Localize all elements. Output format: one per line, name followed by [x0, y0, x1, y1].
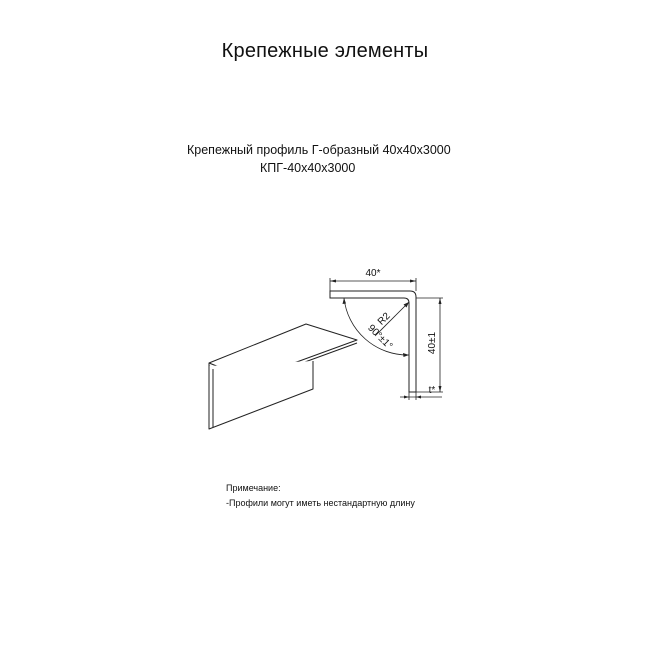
product-code: КПГ-40х40х3000 [260, 161, 356, 175]
profile-3d-view [209, 324, 357, 429]
angle-dimension-label: 90°±1° [365, 322, 395, 352]
note-text: -Профили могут иметь нестандартную длину [226, 498, 415, 508]
product-name: Крепежный профиль Г-образный 40х40х3000 [187, 143, 451, 157]
radius-dimension-label: R2 [375, 310, 393, 328]
page-title: Крепежные элементы [221, 40, 429, 62]
height-dimension-label: 40±1 [427, 331, 438, 355]
note-title: Примечание: [226, 483, 281, 493]
thickness-dimension-label: t* [428, 385, 436, 396]
width-dimension-label: 40* [365, 268, 381, 279]
profile-side-face [209, 361, 313, 429]
